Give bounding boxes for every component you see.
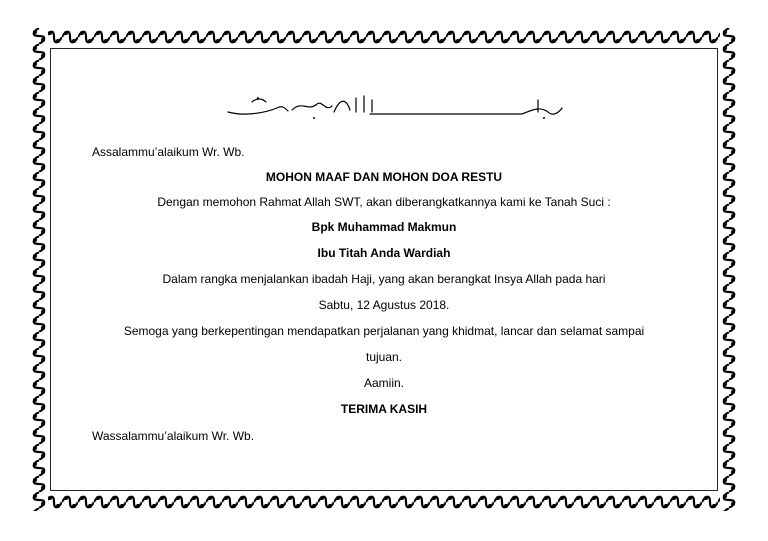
pilgrim-name-2: Ibu Titah Anda Wardiah: [317, 246, 451, 260]
opening-greeting: Assalammu’alaikum Wr. Wb.: [92, 145, 245, 159]
border-left-ornament: [30, 28, 48, 511]
intro-sentence: Dengan memohon Rahmat Allah SWT, akan diberangkatkannya kami ke Tanah Suci :: [157, 195, 611, 209]
wish-sentence-line-2: tujuan.: [365, 350, 403, 364]
wish-sentence-line-1: Semoga yang berkepentingan mendapatkan perjalanan yang khidmat, lancar dan selamat sampai: [123, 324, 645, 338]
pilgrim-name-1: Bpk Muhammad Makmun: [311, 220, 457, 234]
letter-heading: MOHON MAAF DAN MOHON DOA RESTU: [265, 170, 503, 184]
thanks-line: TERIMA KASIH: [340, 402, 428, 416]
basmala-calligraphy-icon: [222, 92, 567, 122]
border-bottom-ornament: [30, 493, 738, 511]
amin-line: Aamiin.: [363, 376, 404, 390]
border-right-ornament: [720, 28, 738, 511]
closing-greeting: Wassalammu’alaikum Wr. Wb.: [92, 429, 255, 443]
border-top-ornament: [30, 28, 738, 46]
departure-date: Sabtu, 12 Agustus 2018.: [318, 298, 450, 312]
purpose-sentence: Dalam rangka menjalankan ibadah Haji, yang akan berangkat Insya Allah pada hari: [162, 272, 606, 286]
